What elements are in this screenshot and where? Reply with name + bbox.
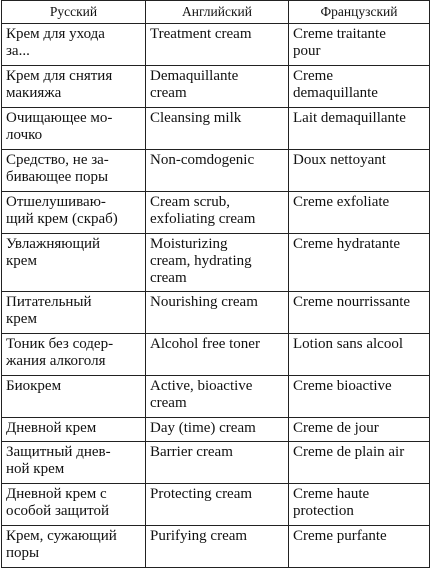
cell-russian: Дневной крем [2, 418, 146, 442]
table-row [2, 526, 430, 568]
cell-english: Cleansing milk [146, 108, 289, 150]
cell-english: Purifying cream [146, 526, 289, 568]
cell-french: Creme traitante pour [289, 24, 430, 66]
cell-russian: Питательный крем [2, 292, 146, 334]
table-row [2, 484, 430, 526]
cell-russian: Средство, не за- бивающее поры [2, 150, 146, 192]
cell-russian: Биокрем [2, 376, 146, 418]
table-row [2, 234, 430, 292]
table-row [2, 334, 430, 376]
cell-french: Creme de jour [289, 418, 430, 442]
cell-english: Barrier cream [146, 442, 289, 484]
table-row [2, 192, 430, 234]
cell-russian: Крем для ухода за... [2, 24, 146, 66]
cell-french: Creme bioactive [289, 376, 430, 418]
table-row [2, 442, 430, 484]
cell-russian: Защитный днев- ной крем [2, 442, 146, 484]
cell-russian: Отшелушиваю- щий крем (скраб) [2, 192, 146, 234]
cell-english: Moisturizing cream, hydrating cream [146, 234, 289, 292]
cell-french: Doux nettoyant [289, 150, 430, 192]
cell-english: Non-comdogenic [146, 150, 289, 192]
cell-french: Creme demaquillante [289, 66, 430, 108]
cell-russian: Увлажняющий крем [2, 234, 146, 292]
cell-french: Creme nourrissante [289, 292, 430, 334]
header-english: Английский [146, 1, 289, 24]
table-row [2, 292, 430, 334]
cell-english: Demaquillante cream [146, 66, 289, 108]
cell-french: Creme purfante [289, 526, 430, 568]
table-row [2, 418, 430, 442]
cell-russian: Очищающее мо- лочко [2, 108, 146, 150]
table-row [2, 108, 430, 150]
cell-french: Lotion sans alcool [289, 334, 430, 376]
cell-french: Creme hydratante [289, 234, 430, 292]
cell-english: Cream scrub, exfoliating cream [146, 192, 289, 234]
table-row [2, 24, 430, 66]
cell-english: Nourishing cream [146, 292, 289, 334]
cell-french: Creme haute protection [289, 484, 430, 526]
header-row [2, 1, 430, 24]
cell-english: Treatment cream [146, 24, 289, 66]
cell-french: Creme exfoliate [289, 192, 430, 234]
cell-french: Creme de plain air [289, 442, 430, 484]
cell-russian: Тоник без содер- жания алкоголя [2, 334, 146, 376]
cell-english: Alcohol free toner [146, 334, 289, 376]
header-russian: Русский [2, 1, 146, 24]
table-row [2, 66, 430, 108]
header-french: Французский [289, 1, 430, 24]
cell-english: Active, bioactive cream [146, 376, 289, 418]
cell-french: Lait demaquillante [289, 108, 430, 150]
cell-english: Protecting cream [146, 484, 289, 526]
table-row [2, 150, 430, 192]
cell-russian: Дневной крем с особой защитой [2, 484, 146, 526]
cell-russian: Крем для снятия макияжа [2, 66, 146, 108]
table-row [2, 376, 430, 418]
cell-russian: Крем, сужающий поры [2, 526, 146, 568]
cell-english: Day (time) cream [146, 418, 289, 442]
cosmetics-terms-table [1, 0, 430, 568]
